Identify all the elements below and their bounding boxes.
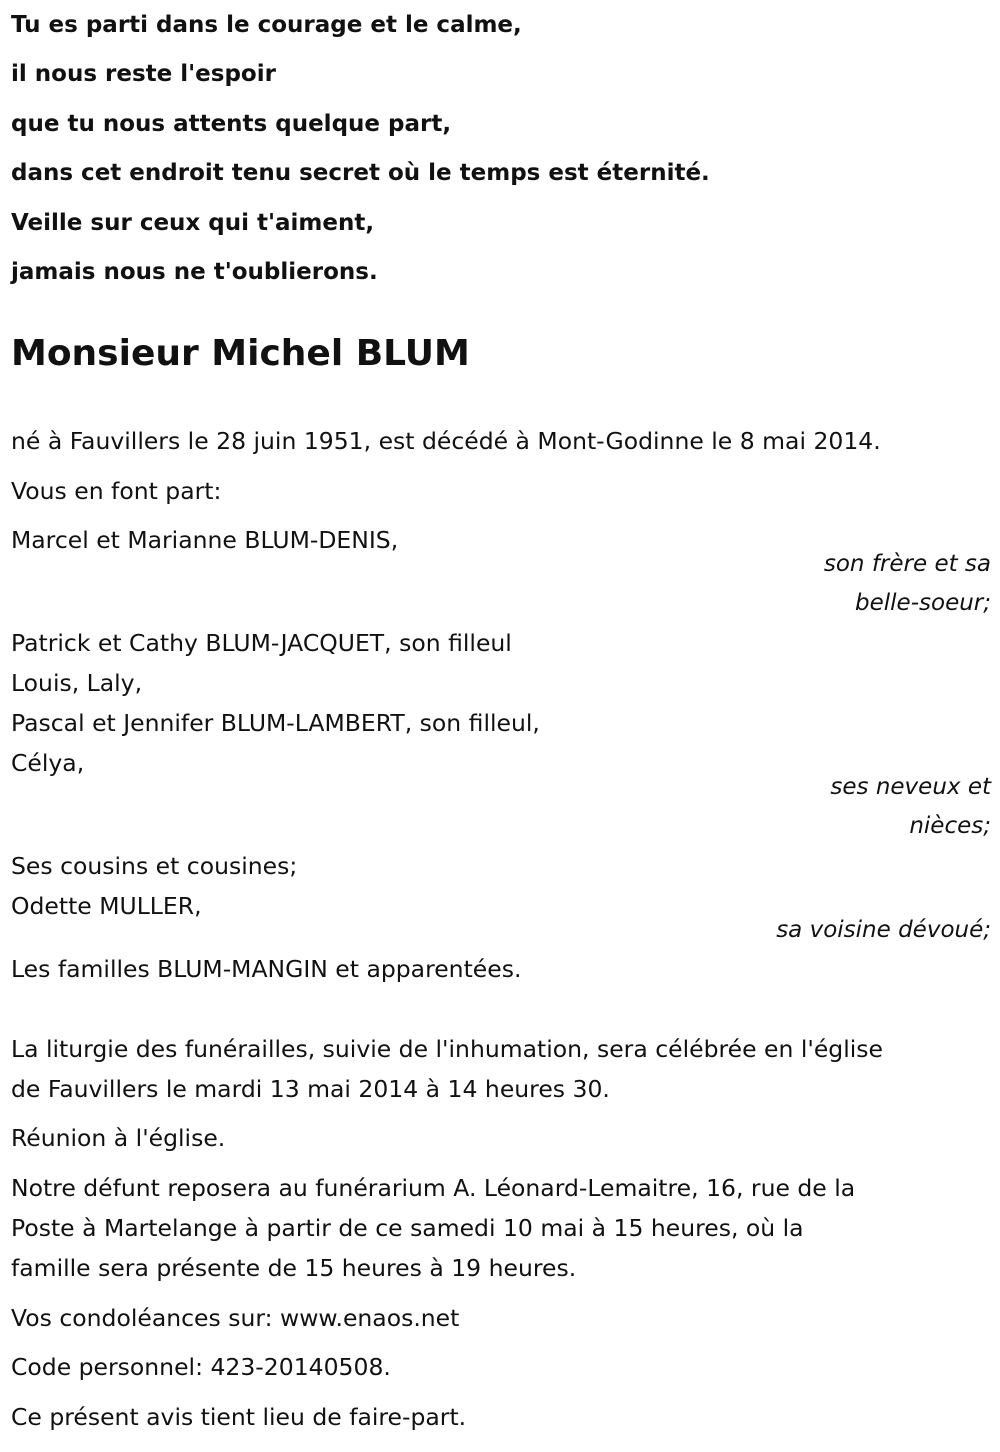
family-nephew: Patrick et Cathy BLUM-JACQUET, son filleul — [11, 629, 512, 657]
relation-label: sa voisine dévoué; — [776, 917, 991, 943]
poem-line: Tu es parti dans le courage et le calme, — [11, 12, 522, 38]
rest-text: famille sera présente de 15 heures à 19 heures. — [11, 1254, 577, 1282]
liturgy-text: de Fauvillers le mardi 13 mai 2014 à 14 heures 30. — [11, 1075, 610, 1103]
poem-line: dans cet endroit tenu secret où le temps est éternité. — [11, 160, 710, 186]
relation-label: nièces; — [909, 813, 991, 839]
personal-code: Code personnel: 423-20140508. — [11, 1353, 391, 1381]
rest-text: Poste à Martelange à partir de ce samedi 10 mai à 15 heures, où la — [11, 1214, 804, 1242]
liturgy-text: La liturgie des funérailles, suivie de l'inhumation, sera célébrée en l'église — [11, 1035, 883, 1063]
relation-label: belle-soeur; — [855, 590, 991, 616]
family-nephew-children: Louis, Laly, — [11, 669, 143, 697]
family-neighbor: Odette MULLER, — [11, 892, 202, 920]
poem-line: Veille sur ceux qui t'aiment, — [11, 210, 375, 236]
family-nephew-children: Célya, — [11, 749, 85, 777]
family-cousins: Ses cousins et cousines; — [11, 852, 298, 880]
relation-label: ses neveux et — [830, 774, 991, 800]
rest-text: Notre défunt reposera au funérarium A. Léonard-Lemaitre, 16, rue de la — [11, 1174, 856, 1202]
poem-line: que tu nous attents quelque part, — [11, 111, 452, 137]
condolences-text: Vos condoléances sur: www.enaos.net — [11, 1304, 460, 1332]
deceased-name: Monsieur Michel BLUM — [11, 333, 470, 374]
poem-line: il nous reste l'espoir — [11, 61, 276, 87]
family-nephew: Pascal et Jennifer BLUM-LAMBERT, son filleul, — [11, 709, 540, 737]
family-related: Les familles BLUM-MANGIN et apparentées. — [11, 955, 522, 983]
poem-line: jamais nous ne t'oublierons. — [11, 259, 378, 285]
announce-text: Vous en font part: — [11, 477, 222, 505]
relation-label: son frère et sa — [823, 551, 991, 577]
family-brother: Marcel et Marianne BLUM-DENIS, — [11, 526, 399, 554]
meeting-text: Réunion à l'église. — [11, 1124, 226, 1152]
notice-text: Ce présent avis tient lieu de faire-part. — [11, 1403, 467, 1431]
birth-death-text: né à Fauvillers le 28 juin 1951, est décédé à Mont-Godinne le 8 mai 2014. — [11, 427, 881, 455]
